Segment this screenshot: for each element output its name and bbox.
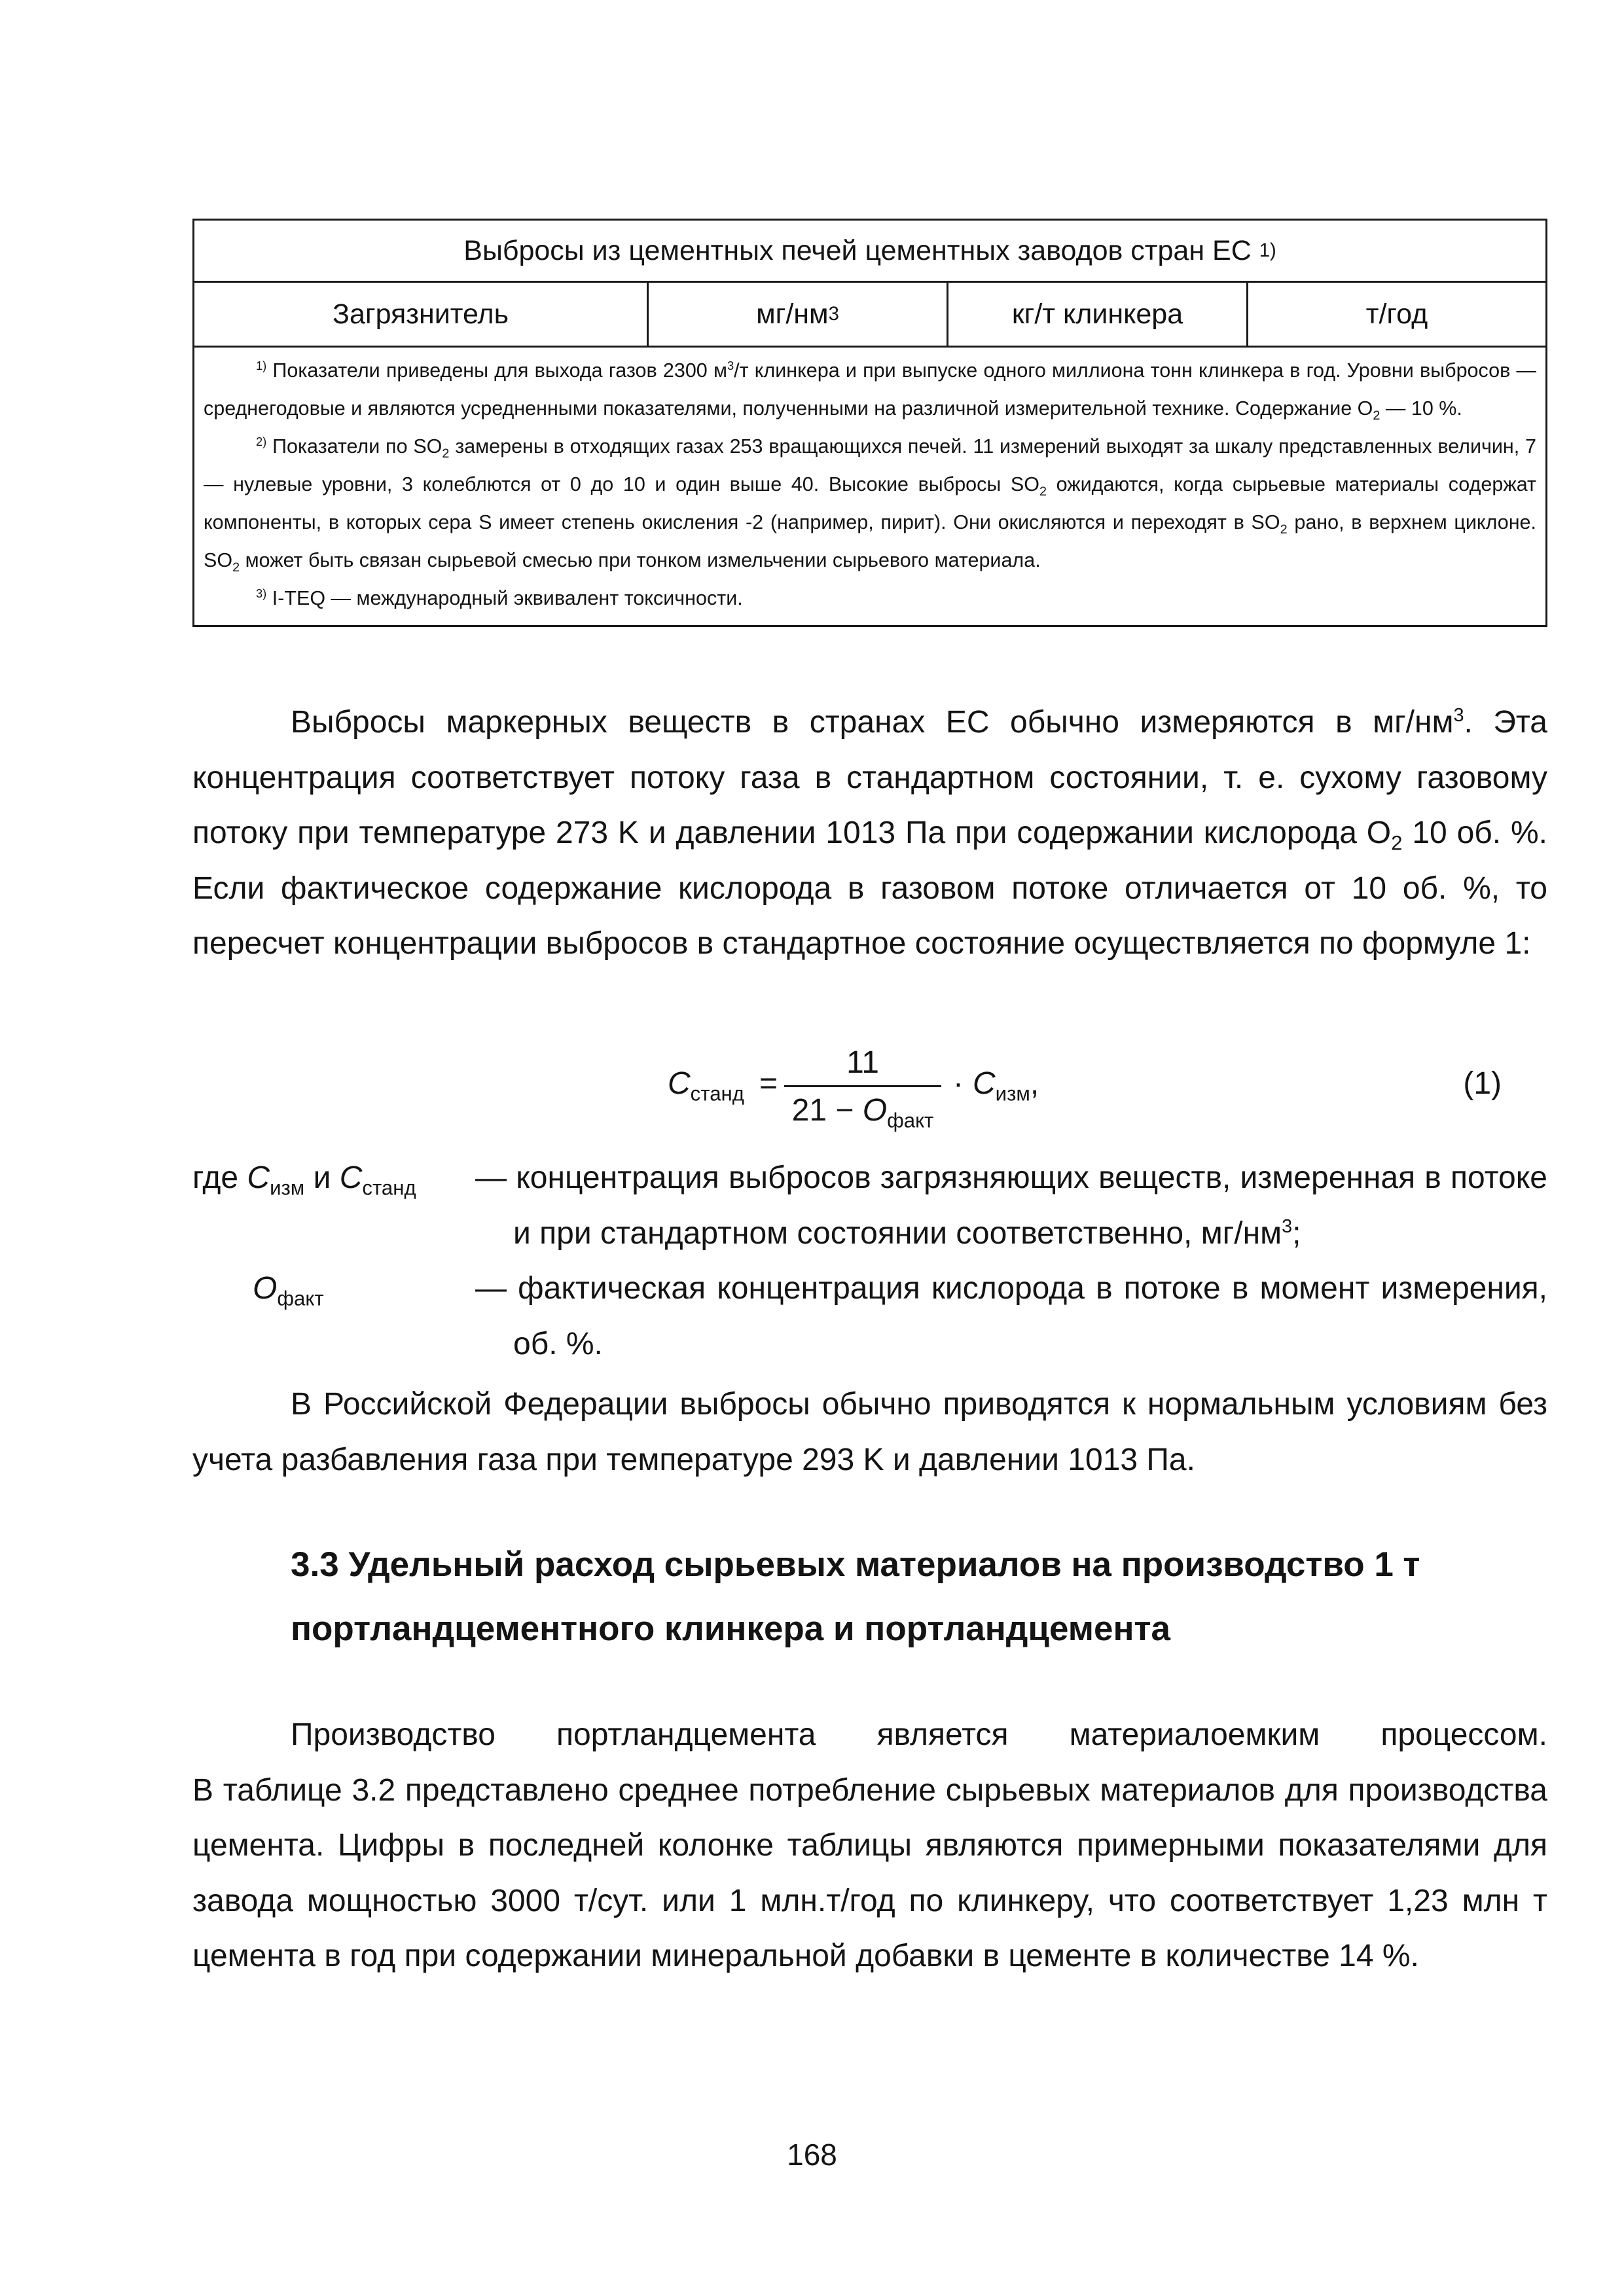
header-mg-nm3: мг/нм 3: [649, 283, 948, 346]
table-title-text: Выбросы из цементных печей цементных заводов стран ЕС: [463, 234, 1252, 266]
formula-lhs: $C_{станд}$: [668, 1066, 744, 1105]
section-heading-3-3: 3.3 Удельный расход сырьевых материалов на производство 1 т портландцементного клинкера и портландцемента: [291, 1545, 1420, 1648]
footnote-1: $^{1)}$ Показатели приведены для выхода газов 2300 $м^3/т$ клинкера и при выпуске одного миллиона тонн клинкера в год. Уровни выбросов — среднегодовые и являются усредненными показателями, полученными на различной измерительной технике. Содержание $O_2$ — 10 %.: [204, 358, 1536, 423]
paragraph-rest: В таблице 3.2 представлено среднее потребление сырьевых материалов для производства цемента. Цифры в последней колонке таблицы являются примерными показателями для завода мощностью 3000 т/сут. или 1 млн.т/год по клинкеру, что соответствует 1,23 млн т цемента в год при содержании минеральной добавки в цементе в количестве 14 %.: [192, 1772, 1547, 1973]
formula-rhs: $C_{изм}$,: [973, 1066, 1039, 1105]
formula-fraction: [784, 1041, 941, 1132]
table-header-row: [194, 283, 1545, 348]
paragraph-russian-conditions: В Российской Федерации выбросы обычно приводятся к нормальным условиям без учета разбавления газа при температуре 293 K и давлении 1013 Па.: [192, 1387, 1547, 1477]
table-title: Выбросы из цементных печей цементных заводов стран ЕС 1): [194, 221, 1545, 283]
formula-dot: ·: [953, 1066, 964, 1101]
paragraph-material-consumption: [192, 1708, 1547, 1984]
header-pollutant: Загрязнитель: [194, 283, 649, 346]
formula-1: [661, 1041, 1551, 1139]
definition-body-o: — фактическая концентрация кислорода в потоке в момент измерения, об. %.: [475, 1271, 1547, 1361]
header-kg-t-clinker: кг/т клинкера: [948, 283, 1248, 346]
definition-term-c: где $C_{изм}$ и $C_{станд}$: [192, 1160, 416, 1200]
footnote-3: $^{3)}$ I-TEQ — международный эквивалент токсичности.: [256, 586, 743, 609]
formula-denominator: $21 - O_{факт}$: [791, 1093, 934, 1132]
definition-concentrations: [192, 1151, 1547, 1261]
table-footnotes: [194, 348, 1545, 625]
definition-term-o: $O_{факт}$: [253, 1271, 324, 1310]
formula-definitions: [192, 1151, 1547, 1372]
definition-body-c: — концентрация выбросов загрязняющих веществ, измеренная в потоке и при стандартном состоянии соответственно, $мг/нм^3$;: [475, 1160, 1547, 1251]
footnote-2: $^{2)}$ Показатели по $SO_2$ замерены в отходящих газах 253 вращающихся печей. 11 измерений выходят за шкалу представленных величин, 7 — нулевые уровни, 3 колеблются от 0 до 10 и один выше 40. Высокие выбросы $SO_2$ ожидаются, когда сырьевые материалы содержат компоненты, в которых сера S имеет степень окисления -2 (например, пирит). Они окисляются и переходят в $SO_2$ рано, в верхнем циклоне. $SO_2$ может быть связан сырьевой смесью при тонком измельчении сырьевого материала.: [204, 434, 1536, 575]
formula-numerator: 11: [784, 1041, 941, 1087]
definition-oxygen: [192, 1261, 1547, 1372]
paragraph-first-line: Производство портландцемента является материалоемким процессом.: [291, 1717, 1547, 1752]
emissions-table: [192, 219, 1547, 627]
header-t-year: т/год: [1365, 298, 1428, 330]
formula-number: (1): [1463, 1066, 1502, 1101]
formula-equals: =: [759, 1066, 778, 1101]
page-number: 168: [787, 2138, 837, 2172]
paragraph-emission-units: Выбросы маркерных веществ в странах ЕС обычно измеряются в $мг/нм^3$. Эта концентрация соответствует потоку газа в стандартном состоянии, т. е. сухому газовому потоку при температуре 273 K и давлении 1013 Па при содержании кислорода $O_2$ 10 об. %. Если фактическое содержание кислорода в газовом потоке отличается от 10 об. %, то пересчет концентрации выбросов в стандартное состояние осуществляется по формуле 1:: [192, 705, 1548, 961]
